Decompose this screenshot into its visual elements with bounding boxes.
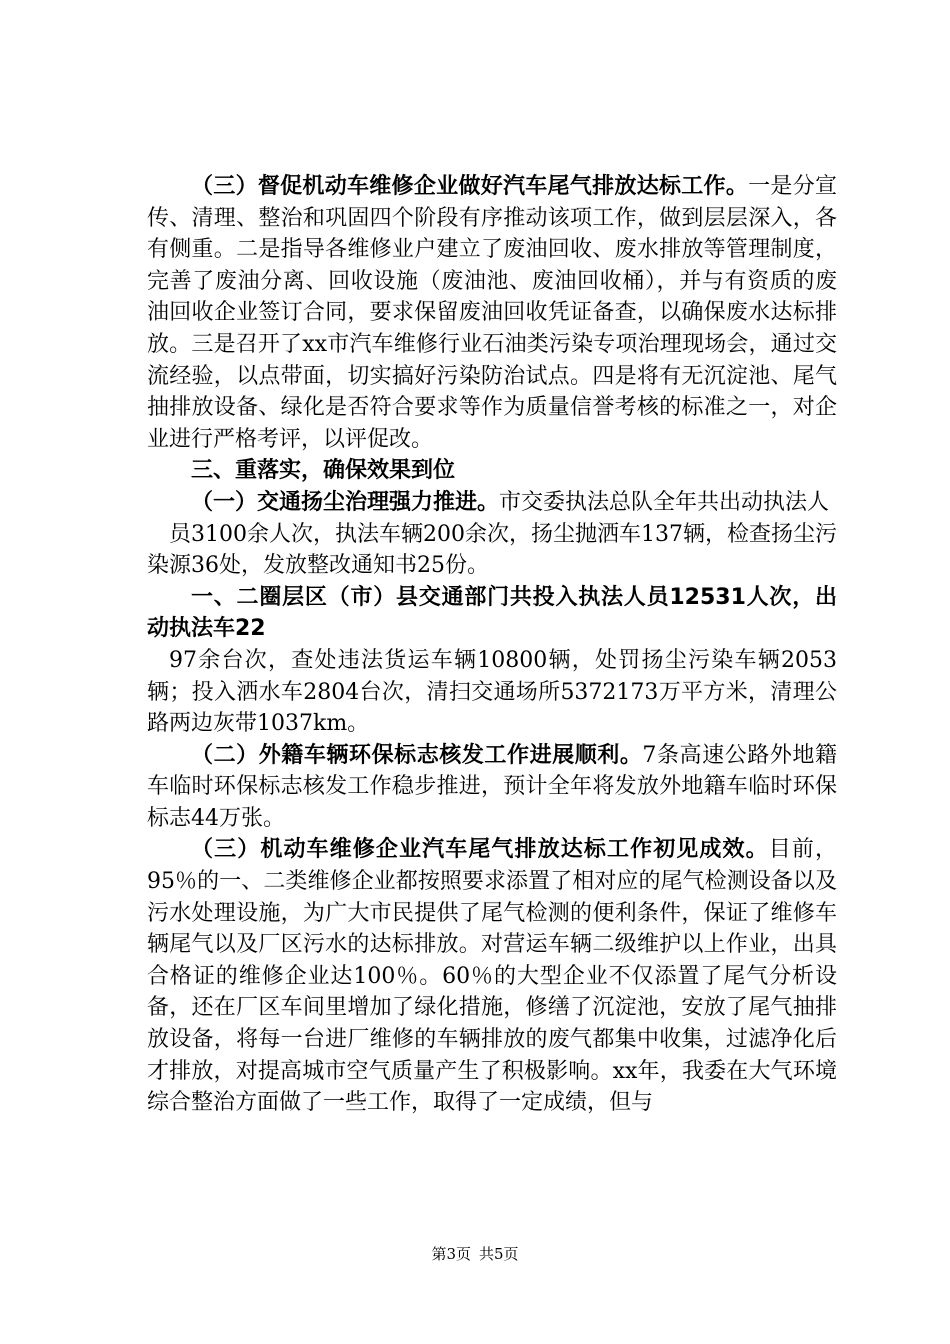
- page-number-current: 第3页: [431, 1245, 471, 1263]
- paragraph-district-stats: [147, 645, 837, 740]
- page-number-total: 共5页: [479, 1245, 519, 1263]
- section-heading: [147, 455, 837, 487]
- section-heading-text: 三、重落实，确保效果到位: [191, 458, 456, 484]
- paragraph-text: 员3100余人次，执法车辆200余次，扬尘抛洒车137辆，检查扬尘污染源36处，发放整改通知书25份。: [147, 521, 837, 579]
- paragraph-text: 97余台次，查处违法货运车辆10800辆，处罚扬尘污染车辆2053辆；投入洒水车2804台次，清扫交通场所5372173万平方米，清理公路两边灰带1037km。: [147, 647, 837, 737]
- page-footer: [0, 1243, 950, 1264]
- paragraph-text: 7条高速公路外地籍车临时环保标志核发工作稳步推进，预计全年将发放外地籍车临时环保标志44万张。: [147, 742, 837, 831]
- paragraph-dust-control: [147, 487, 837, 519]
- paragraph-text: 目前，95％的一、二类维修企业都按照要求添置了相对应的尾气检测设备以及污水处理设施，为广大市民提供了尾气检测的便利条件，保证了维修车辆尾气以及厂区污水的达标排放。对营运车辆二级维护以上作业，出具合格证的维修企业达100％。60％的大型企业不仅添置了尾气分析设备，还在厂区车间里增加了绿化措施，修缮了沉淀池，安放了尾气抽排放设备，将每一台进厂维修的车辆排放的废气都集中收集，过滤净化后才排放，对提高城市空气质量产生了积极影响。xx年，我委在大气环境综合整治方面做了一些工作，取得了一定成绩，但与: [147, 837, 837, 1116]
- paragraph-district-enforcement: [147, 582, 837, 645]
- paragraph-lead: 一、二圈层区（市）县交通部门共投入执法人员12531人次，出动执法车22: [147, 584, 837, 642]
- paragraph-lead: （三）机动车维修企业汽车尾气排放达标工作初见成效。: [191, 837, 769, 863]
- paragraph-text: 一是分宣传、清理、整治和巩固四个阶段有序推动该项工作，做到层层深入，各有侧重。二是指导各维修业户建立了废油回收、废水排放等管理制度，完善了废油分离、回收设施（废油池、废油回收桶），并与有资质的废油回收企业签订合同，要求保留废油回收凭证备查，以确保废水达标排放。三是召开了xx市汽车维修行业石油类污染专项治理现场会，通过交流经验，以点带面，切实搞好污染防治试点。四是将有无沉淀池、尾气抽排放设备、绿化是否符合要求等作为质量信誉考核的标准之一，对企业进行严格考评，以评促改。: [147, 174, 837, 452]
- paragraph-eco-label: [147, 740, 837, 835]
- paragraph-maintenance-results: [147, 834, 837, 1118]
- paragraph-lead: （二）外籍车辆环保标志核发工作进展顺利。: [191, 742, 643, 768]
- document-body: [147, 171, 837, 1119]
- paragraph-dust-stats: [147, 519, 837, 582]
- paragraph-lead: （一）交通扬尘治理强力推进。: [191, 489, 500, 515]
- paragraph-text: 市交委执法总队全年共出动执法人: [499, 489, 830, 515]
- paragraph-maintenance-exhaust: [147, 171, 837, 455]
- paragraph-lead: （三）督促机动车维修企业做好汽车尾气排放达标工作。: [191, 174, 749, 199]
